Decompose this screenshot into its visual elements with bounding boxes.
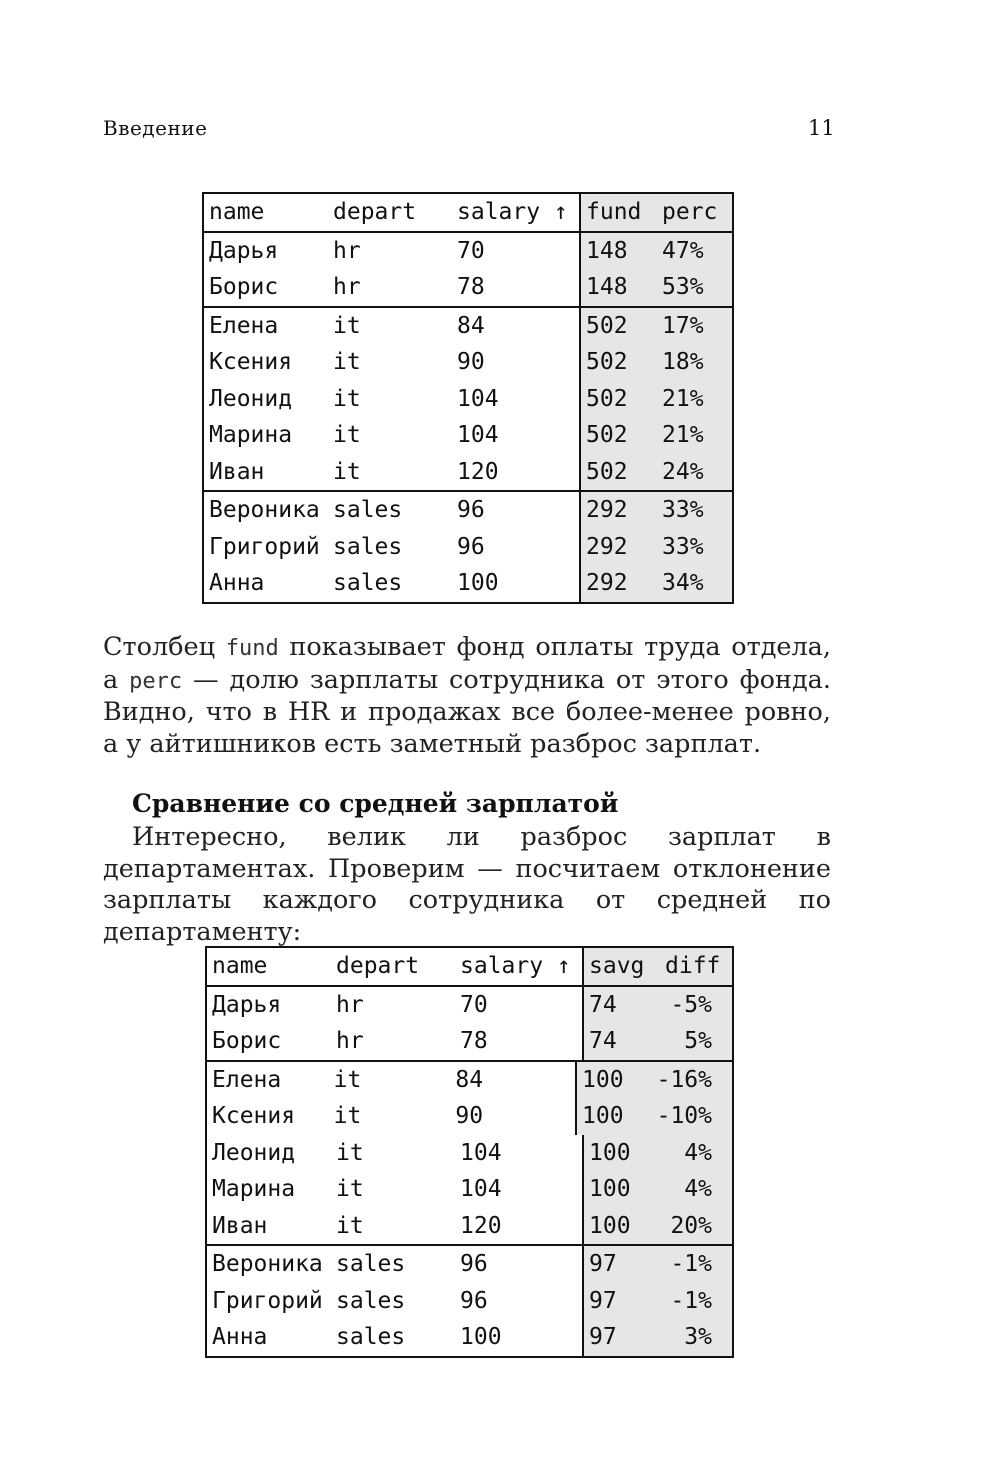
paragraph-text: — долю зарплаты сотрудника от этого фонда. Видно, что в HR и продажах все более-менее ровно, а у айтишников есть заметный разброс зарплат. xyxy=(103,664,831,759)
table-header-row xyxy=(207,948,732,985)
table-row xyxy=(207,1060,732,1099)
table-row xyxy=(207,1319,732,1356)
cell-salary: 70 xyxy=(457,233,581,270)
cell-salary: 104 xyxy=(460,1135,584,1172)
cell-savg: 100 xyxy=(584,1208,665,1245)
cell-depart: sales xyxy=(336,1251,406,1277)
table-row xyxy=(207,1023,732,1060)
section-heading: Сравнение со средней зарплатой xyxy=(132,789,619,818)
cell-salary: 90 xyxy=(457,344,581,381)
cell-depart: it xyxy=(333,458,361,485)
column-header-diff: diff xyxy=(665,948,732,985)
cell-salary: 78 xyxy=(457,269,581,306)
cell-perc: 34% xyxy=(662,565,732,602)
cell-name: Борис xyxy=(212,1028,282,1054)
cell-name: Григорий xyxy=(212,1287,323,1314)
table-row xyxy=(204,529,732,566)
cell-fund: 292 xyxy=(581,492,662,529)
cell-depart: sales xyxy=(336,1287,406,1314)
cell-fund: 292 xyxy=(581,565,662,602)
cell-salary: 120 xyxy=(457,454,581,491)
cell-diff: 4% xyxy=(665,1171,732,1208)
cell-perc: 33% xyxy=(662,529,732,566)
table-row xyxy=(207,1244,732,1283)
table-row xyxy=(204,417,732,454)
cell-depart: sales xyxy=(333,570,403,596)
deviation-table xyxy=(205,946,734,1358)
table-row xyxy=(207,985,732,1024)
cell-fund: 148 xyxy=(581,269,662,306)
cell-salary: 100 xyxy=(460,1319,584,1356)
cell-depart: it xyxy=(333,1103,362,1129)
cell-diff: 3% xyxy=(665,1319,732,1356)
cell-fund: 502 xyxy=(581,454,662,491)
cell-fund: 502 xyxy=(581,308,662,345)
cell-savg: 100 xyxy=(584,1135,665,1172)
cell-name: Анна xyxy=(209,570,265,596)
column-header-salary: salary ↑ xyxy=(457,194,581,231)
cell-name: Марина xyxy=(212,1176,296,1202)
column-header-salary: salary ↑ xyxy=(460,948,584,985)
table-row xyxy=(204,565,732,602)
cell-name: Марина xyxy=(209,422,293,448)
cell-name: Дарья xyxy=(209,237,279,264)
table-row xyxy=(204,344,732,381)
cell-salary: 70 xyxy=(460,987,584,1024)
cell-salary: 104 xyxy=(457,381,581,418)
cell-depart: sales xyxy=(333,497,403,523)
table-header-row xyxy=(204,194,732,231)
table-row xyxy=(207,1171,732,1208)
cell-depart: it xyxy=(333,349,361,375)
cell-savg: 100 xyxy=(577,1098,657,1135)
table-row xyxy=(207,1208,732,1245)
cell-depart: it xyxy=(333,1066,362,1093)
table-row xyxy=(204,231,732,270)
column-header-fund: fund xyxy=(581,194,662,231)
cell-depart: hr xyxy=(333,274,361,300)
cell-savg: 100 xyxy=(584,1171,665,1208)
cell-depart: hr xyxy=(336,1028,364,1054)
column-header-name: name xyxy=(209,199,265,225)
cell-depart: hr xyxy=(333,237,361,264)
cell-diff: 5% xyxy=(665,1023,732,1060)
cell-perc: 21% xyxy=(662,417,732,454)
cell-salary: 90 xyxy=(455,1098,577,1135)
cell-perc: 17% xyxy=(662,308,732,345)
cell-salary: 96 xyxy=(457,529,581,566)
table-row xyxy=(207,1283,732,1320)
table-row xyxy=(204,306,732,345)
cell-name: Елена xyxy=(209,312,279,339)
cell-diff: -16% xyxy=(657,1062,732,1099)
column-header-savg: savg xyxy=(584,948,665,985)
cell-salary: 104 xyxy=(460,1171,584,1208)
column-header-name: name xyxy=(212,953,268,979)
cell-fund: 292 xyxy=(581,529,662,566)
body-paragraph xyxy=(103,632,831,760)
cell-salary: 120 xyxy=(460,1208,584,1245)
table-row xyxy=(207,1098,732,1135)
cell-savg: 97 xyxy=(584,1246,665,1283)
cell-diff: -1% xyxy=(665,1246,732,1283)
paragraph-text: показывает фонд оплаты труда отдела, а xyxy=(103,632,831,695)
cell-name: Вероника xyxy=(212,1251,323,1277)
cell-depart: it xyxy=(336,1212,364,1239)
cell-depart: it xyxy=(333,422,361,448)
cell-perc: 24% xyxy=(662,454,732,491)
table-row xyxy=(204,381,732,418)
cell-perc: 18% xyxy=(662,344,732,381)
table-row xyxy=(204,490,732,529)
cell-depart: it xyxy=(336,1139,364,1166)
cell-depart: it xyxy=(333,385,361,412)
cell-name: Вероника xyxy=(209,497,320,523)
cell-diff: 20% xyxy=(665,1208,732,1245)
cell-name: Иван xyxy=(209,458,265,485)
paragraph-text: Столбец xyxy=(103,632,226,662)
cell-name: Иван xyxy=(212,1212,268,1239)
section-paragraph: Интересно, велик ли разброс зарплат в департаментах. Проверим — посчитаем отклонение зарплаты каждого сотрудника от средней по департаменту: xyxy=(103,822,831,947)
cell-name: Дарья xyxy=(212,991,282,1018)
cell-perc: 47% xyxy=(662,233,732,270)
cell-savg: 74 xyxy=(584,987,665,1024)
cell-name: Леонид xyxy=(212,1139,296,1166)
cell-name: Григорий xyxy=(209,533,320,560)
cell-name: Елена xyxy=(212,1066,282,1093)
cell-perc: 21% xyxy=(662,381,732,418)
cell-salary: 96 xyxy=(460,1283,584,1320)
cell-diff: -5% xyxy=(665,987,732,1024)
column-header-depart: depart xyxy=(333,199,417,225)
cell-depart: it xyxy=(336,1176,364,1202)
cell-diff: 4% xyxy=(665,1135,732,1172)
cell-name: Борис xyxy=(209,274,279,300)
cell-diff: -1% xyxy=(665,1283,732,1320)
column-header-perc: perc xyxy=(662,194,732,231)
cell-fund: 502 xyxy=(581,417,662,454)
cell-salary: 96 xyxy=(460,1246,584,1283)
cell-perc: 53% xyxy=(662,269,732,306)
cell-salary: 78 xyxy=(460,1023,584,1060)
page-number: 11 xyxy=(808,116,835,140)
running-head: Введение xyxy=(103,116,208,140)
cell-name: Анна xyxy=(212,1324,268,1350)
cell-savg: 97 xyxy=(584,1283,665,1320)
cell-savg: 97 xyxy=(584,1319,665,1356)
table-row xyxy=(204,269,732,306)
cell-salary: 96 xyxy=(457,492,581,529)
cell-fund: 502 xyxy=(581,344,662,381)
cell-depart: it xyxy=(333,312,361,339)
cell-depart: sales xyxy=(336,1324,406,1350)
cell-depart: sales xyxy=(333,533,403,560)
cell-salary: 84 xyxy=(457,308,581,345)
cell-name: Леонид xyxy=(209,385,293,412)
fund-table xyxy=(202,192,734,604)
cell-salary: 104 xyxy=(457,417,581,454)
table-row xyxy=(207,1135,732,1172)
cell-salary: 84 xyxy=(455,1062,577,1099)
cell-perc: 33% xyxy=(662,492,732,529)
inline-code-perc: perc xyxy=(129,668,183,694)
cell-fund: 148 xyxy=(581,233,662,270)
cell-diff: -10% xyxy=(657,1098,732,1135)
cell-depart: hr xyxy=(336,991,364,1018)
cell-name: Ксения xyxy=(212,1103,296,1129)
cell-savg: 100 xyxy=(577,1062,657,1099)
cell-savg: 74 xyxy=(584,1023,665,1060)
cell-name: Ксения xyxy=(209,349,293,375)
cell-salary: 100 xyxy=(457,565,581,602)
column-header-depart: depart xyxy=(336,953,420,979)
cell-fund: 502 xyxy=(581,381,662,418)
inline-code-fund: fund xyxy=(225,636,279,661)
table-row xyxy=(204,454,732,491)
